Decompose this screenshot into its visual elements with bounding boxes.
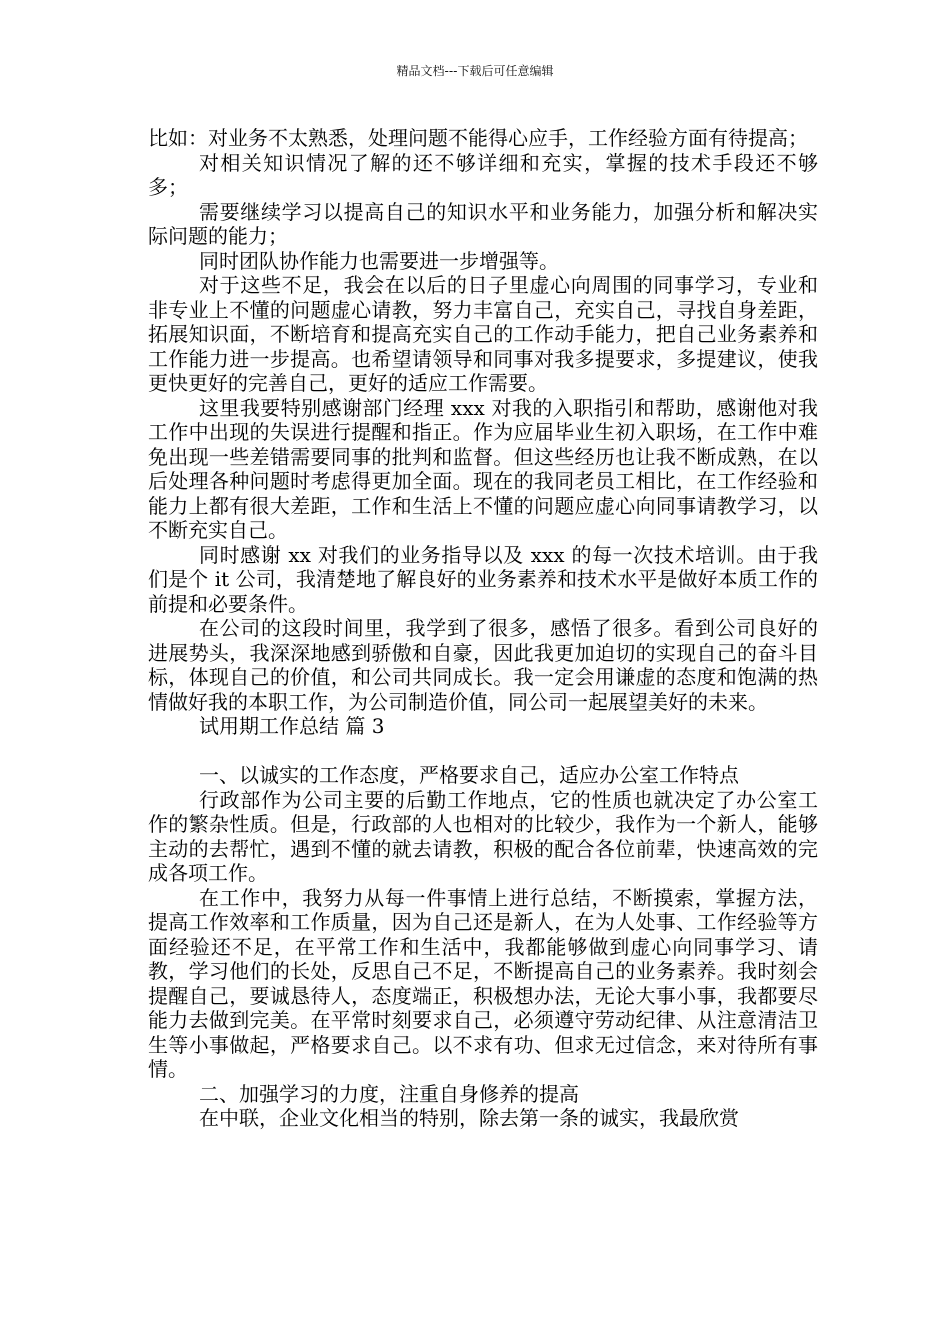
paragraph: 对于这些不足，我会在以后的日子里虚心向周围的同事学习，专业和非专业上不懂的问题虚心请教，努力丰富自己，充实自己，寻找自身差距，拓展知识面，不断培育和提高充实自己的工作动手能力，把自己业务素养和工作能力进一步提高。也希望请领导和同事对我多提要求，多提建议，使我更快更好的完善自己，更好的适应工作需要。	[148, 273, 818, 395]
section-heading: 一、以诚实的工作态度，严格要求自己，适应办公室工作特点	[199, 763, 739, 787]
paragraph: 这里我要特别感谢部门经理 xxx 对我的入职指引和帮助，感谢他对我工作中出现的失误进行提醒和指正。作为应届毕业生初入职场，在工作中难免出现一些差错需要同事的批判和监督。但这些经历也让我不断成熟，在以后处理各种问题时考虑得更加全面。现在的我同老员工相比，在工作经验和能力上都有很大差距，工作和生活上不懂的问题应虚心向同事请教学习，以不断充实自己。	[148, 395, 818, 542]
paragraph: 比如：对业务不太熟悉，处理问题不能得心应手，工作经验方面有待提高；	[148, 126, 808, 150]
section-heading: 二、加强学习的力度，注重自身修养的提高	[199, 1081, 579, 1106]
paragraph: 在工作中，我努力从每一件事情上进行总结，不断摸索，掌握方法，提高工作效率和工作质量，因为自己还是新人，在为人处事、工作经验等方面经验还不足，在平常工作和生活中，我都能够做到虚心向同事学习、请教，学习他们的长处，反思自己不足，不断提高自己的业务素养。我时刻会提醒自己，要诚恳待人，态度端正，积极想办法，无论大事小事，我都要尽能力去做到完美。在平常时刻要求自己，必须遵守劳动纪律、从注意清洁卫生等小事做起，严格要求自己。以不求有功、但求无过信念，来对待所有事情。	[148, 885, 818, 1081]
paragraph: 在公司的这段时间里，我学到了很多，感悟了很多。看到公司良好的进展势头，我深深地感到骄傲和自豪，因此我更加迫切的实现自己的奋斗目标，体现自己的价值，和公司共同成长。我一定会用谦虚的态度和饱满的热情做好我的本职工作，为公司制造价值，同公司一起展望美好的未来。	[148, 616, 818, 714]
blank-line	[148, 739, 818, 764]
paragraph: 同时感谢 xx 对我们的业务指导以及 xxx 的每一次技术培训。由于我们是个 it 公司，我清楚地了解良好的业务素养和技术水平是做好本质工作的前提和必要条件。	[148, 542, 818, 616]
paragraph: 在中联，企业文化相当的特别，除去第一条的诚实，我最欣赏	[199, 1106, 739, 1130]
paragraph: 对相关知识情况了解的还不够详细和充实，掌握的技术手段还不够多；	[148, 150, 818, 199]
paragraph: 需要继续学习以提高自己的知识水平和业务能力，加强分析和解决实际问题的能力；	[148, 199, 818, 248]
document-body	[148, 126, 818, 1131]
page-header: 精品文档---下载后可任意编辑	[396, 64, 554, 78]
section-title: 试用期工作总结 篇 3	[199, 714, 385, 738]
paragraph: 同时团队协作能力也需要进一步增强等。	[199, 248, 559, 273]
paragraph: 行政部作为公司主要的后勤工作地点，它的性质也就决定了办公室工作的繁杂性质。但是，行政部的人也相对的比较少，我作为一个新人，能够主动的去帮忙，遇到不懂的就去请教，积极的配合各位前辈，快速高效的完成各项工作。	[148, 787, 818, 885]
